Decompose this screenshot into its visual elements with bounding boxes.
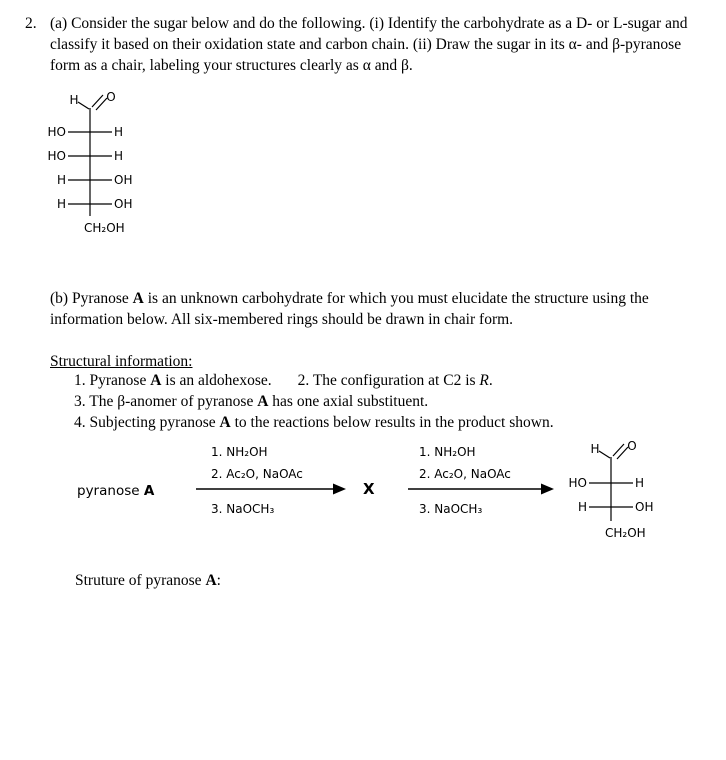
arrow2-conditions-above: [419, 441, 511, 485]
item3-text: 3. The β-anomer of pyranose: [74, 393, 258, 410]
question-part-b-text: [50, 288, 710, 330]
structure-prompt: [75, 570, 221, 591]
ch2oh-label: CH₂OH: [84, 221, 125, 235]
structural-info-list: [74, 370, 554, 433]
part-b-text-cont: is an unknown carbohydrate for which you must elucidate the structure using the information below. All six-membered rings should be drawn in chair form.: [50, 290, 649, 328]
reactant-label: [77, 481, 154, 502]
pyranose-a-bold: A: [150, 372, 162, 389]
part-b-text: (b) Pyranose: [50, 290, 133, 307]
reactant-text: pyranose: [77, 483, 144, 499]
question-part-a-text: (a) Consider the sugar below and do the following. (i) Identify the carbohydrate as a D- or L-sugar and classify it based on their oxidation state and carbon chain. (ii) Draw the sugar in its α- and β-pyranose form as a chair, labeling your structures clearly as α and β.: [50, 15, 688, 74]
substituent-left-label: HO: [47, 125, 66, 139]
double-bond-line: [613, 444, 624, 456]
intermediate-x-label: X: [363, 480, 375, 498]
item3-text-cont: has one axial substituent.: [268, 393, 429, 410]
substituent-right-label: H: [114, 149, 124, 163]
fischer-projection-product: [559, 437, 694, 549]
arrow1-conditions-above: [211, 441, 303, 485]
aldehyde-h-label: H: [590, 442, 600, 456]
pyranose-a-bold: A: [205, 572, 217, 589]
bond-line: [78, 102, 89, 109]
aldehyde-o-label: O: [106, 90, 116, 104]
prompt-text-cont: :: [216, 572, 221, 589]
substituent-right-label: H: [114, 125, 124, 139]
pyranose-a-bold: A: [219, 414, 231, 431]
item1-text: 1. Pyranose: [74, 372, 151, 389]
arrow2-conditions-below: 3. NaOCH₃: [419, 502, 483, 516]
ch2oh-label: CH₂OH: [605, 526, 646, 540]
condition-line: 1. NH₂OH: [419, 445, 476, 459]
fischer-projection-sugar: [38, 88, 173, 240]
substituent-left-label: H: [56, 173, 66, 187]
structural-info-item-1-2: [74, 370, 554, 391]
item4-text-cont: to the reactions below results in the product shown.: [230, 414, 554, 431]
condition-line: 2. Ac₂O, NaOAc: [211, 467, 303, 481]
pyranose-a-bold: A: [132, 290, 144, 307]
substituent-left-label: H: [56, 197, 66, 211]
condition-line: 2. Ac₂O, NaOAc: [419, 467, 511, 481]
structural-info-heading: Structural information:: [50, 353, 193, 370]
double-bond-line: [92, 95, 103, 107]
arrow1-conditions-below: 3. NaOCH₃: [211, 502, 275, 516]
arrow-right-icon: [408, 482, 554, 496]
arrow-right-icon: [196, 482, 346, 496]
substituent-right-label: OH: [114, 173, 133, 187]
condition-line: 1. NH₂OH: [211, 445, 268, 459]
pyranose-a-bold: A: [143, 483, 155, 499]
substituent-right-label: H: [635, 476, 645, 490]
structural-info-item-4: [74, 412, 554, 433]
item4-text: 4. Subjecting pyranose: [74, 414, 220, 431]
aldehyde-o-label: O: [627, 439, 637, 453]
substituent-left-label: H: [577, 500, 587, 514]
question-number: 2.: [25, 15, 37, 32]
prompt-text: Struture of pyranose: [75, 572, 206, 589]
substituent-left-label: HO: [47, 149, 66, 163]
pyranose-a-bold: A: [257, 393, 269, 410]
r-config-italic: R: [479, 372, 489, 389]
aldehyde-h-label: H: [69, 93, 79, 107]
substituent-left-label: HO: [568, 476, 587, 490]
substituent-right-label: OH: [114, 197, 133, 211]
bond-line: [599, 451, 610, 458]
item1-text-cont: is an aldohexose.: [161, 372, 272, 389]
structural-info-item-3: [74, 391, 554, 412]
item2-text: 2. The configuration at C2 is: [297, 372, 480, 389]
substituent-right-label: OH: [635, 500, 654, 514]
item2-text-cont: .: [488, 372, 493, 389]
